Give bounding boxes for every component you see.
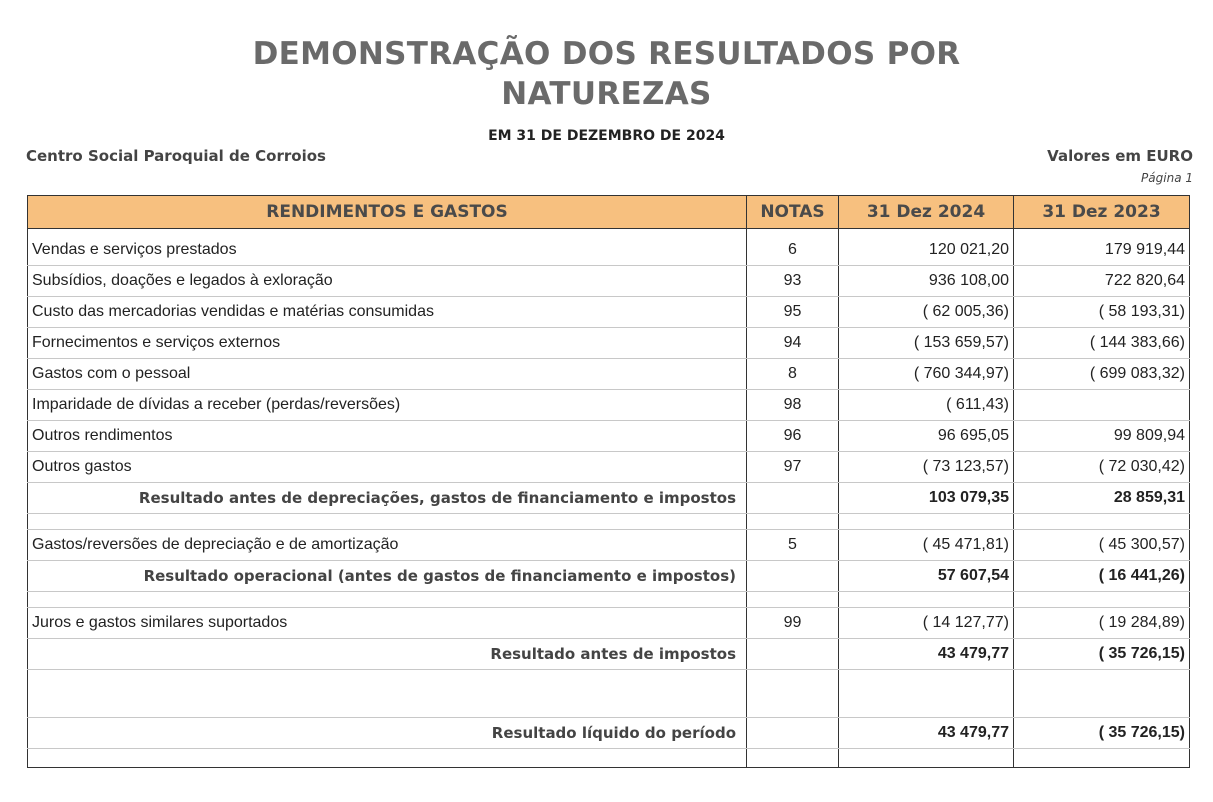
net-result-label: Resultado líquido do período <box>28 718 747 749</box>
net-result-nota <box>747 718 839 749</box>
row-nota: 94 <box>747 328 839 359</box>
table-row <box>28 530 1190 561</box>
row-current-value: ( 62 005,36) <box>839 297 1014 328</box>
table-header-row <box>28 196 1190 229</box>
row-label: Juros e gastos similares suportados <box>28 608 747 639</box>
table-row <box>28 608 1190 639</box>
row-previous-value: 179 919,44 <box>1014 235 1190 266</box>
row-label: Fornecimentos e serviços externos <box>28 328 747 359</box>
table-row <box>28 359 1190 390</box>
row-current-value: ( 611,43) <box>839 390 1014 421</box>
table-row <box>28 390 1190 421</box>
currency-note: Valores em EURO <box>1047 147 1193 165</box>
spacer-row <box>28 592 1190 608</box>
row-label: Outros rendimentos <box>28 421 747 452</box>
row-current-value: 96 695,05 <box>839 421 1014 452</box>
subtotal-row-pretax <box>28 639 1190 670</box>
row-nota: 96 <box>747 421 839 452</box>
row-nota: 97 <box>747 452 839 483</box>
row-current-value: ( 45 471,81) <box>839 530 1014 561</box>
subtotal-nota <box>747 483 839 514</box>
row-current-value: ( 760 344,97) <box>839 359 1014 390</box>
row-previous-value: 722 820,64 <box>1014 266 1190 297</box>
row-label: Vendas e serviços prestados <box>28 235 747 266</box>
net-result-current-value: 43 479,77 <box>839 718 1014 749</box>
row-previous-value: ( 144 383,66) <box>1014 328 1190 359</box>
row-previous-value: ( 699 083,32) <box>1014 359 1190 390</box>
net-result-row <box>28 718 1190 749</box>
row-label: Gastos/reversões de depreciação e de amortização <box>28 530 747 561</box>
subtotal-previous-value: 28 859,31 <box>1014 483 1190 514</box>
entity-name: Centro Social Paroquial de Corroios <box>26 147 326 165</box>
row-previous-value: ( 72 030,42) <box>1014 452 1190 483</box>
row-current-value: ( 153 659,57) <box>839 328 1014 359</box>
subtotal-row-operating <box>28 561 1190 592</box>
row-label: Imparidade de dívidas a receber (perdas/reversões) <box>28 390 747 421</box>
row-label: Gastos com o pessoal <box>28 359 747 390</box>
row-previous-value <box>1014 390 1190 421</box>
table-row <box>28 452 1190 483</box>
subtotal-nota <box>747 561 839 592</box>
table-row <box>28 235 1190 266</box>
subtotal-current-value: 57 607,54 <box>839 561 1014 592</box>
row-nota: 6 <box>747 235 839 266</box>
header-current-year: 31 Dez 2024 <box>839 196 1014 229</box>
table-row <box>28 297 1190 328</box>
row-nota: 5 <box>747 530 839 561</box>
header-notas: NOTAS <box>747 196 839 229</box>
net-result-previous-value: ( 35 726,15) <box>1014 718 1190 749</box>
row-previous-value: ( 58 193,31) <box>1014 297 1190 328</box>
document-title <box>0 34 1213 114</box>
header-label: RENDIMENTOS E GASTOS <box>28 196 747 229</box>
subtotal-label: Resultado operacional (antes de gastos de financiamento e impostos) <box>28 561 747 592</box>
header-previous-year: 31 Dez 2023 <box>1014 196 1190 229</box>
row-label: Custo das mercadorias vendidas e matérias consumidas <box>28 297 747 328</box>
row-previous-value: ( 45 300,57) <box>1014 530 1190 561</box>
row-nota: 93 <box>747 266 839 297</box>
subtotal-label: Resultado antes de impostos <box>28 639 747 670</box>
table-row <box>28 328 1190 359</box>
subtotal-row-ebitda <box>28 483 1190 514</box>
table-row <box>28 421 1190 452</box>
row-label: Outros gastos <box>28 452 747 483</box>
subtotal-label: Resultado antes de depreciações, gastos de financiamento e impostos <box>28 483 747 514</box>
subtotal-current-value: 43 479,77 <box>839 639 1014 670</box>
subtotal-current-value: 103 079,35 <box>839 483 1014 514</box>
title-line-2: NATUREZAS <box>501 76 712 112</box>
closing-row <box>28 749 1190 768</box>
spacer-row <box>28 670 1190 718</box>
row-previous-value: ( 19 284,89) <box>1014 608 1190 639</box>
row-previous-value: 99 809,94 <box>1014 421 1190 452</box>
row-current-value: 936 108,00 <box>839 266 1014 297</box>
subtotal-previous-value: ( 16 441,26) <box>1014 561 1190 592</box>
subtotal-previous-value: ( 35 726,15) <box>1014 639 1190 670</box>
row-current-value: 120 021,20 <box>839 235 1014 266</box>
row-nota: 99 <box>747 608 839 639</box>
row-current-value: ( 73 123,57) <box>839 452 1014 483</box>
row-current-value: ( 14 127,77) <box>839 608 1014 639</box>
title-line-1: DEMONSTRAÇÃO DOS RESULTADOS POR <box>252 36 961 72</box>
row-nota: 98 <box>747 390 839 421</box>
table-row <box>28 266 1190 297</box>
row-label: Subsídios, doações e legados à exloração <box>28 266 747 297</box>
income-statement-table <box>27 195 1190 768</box>
row-nota: 8 <box>747 359 839 390</box>
subtotal-nota <box>747 639 839 670</box>
spacer-row <box>28 514 1190 530</box>
row-nota: 95 <box>747 297 839 328</box>
page-number: Página 1 <box>1141 171 1193 185</box>
document-subtitle: EM 31 DE DEZEMBRO DE 2024 <box>488 128 725 144</box>
